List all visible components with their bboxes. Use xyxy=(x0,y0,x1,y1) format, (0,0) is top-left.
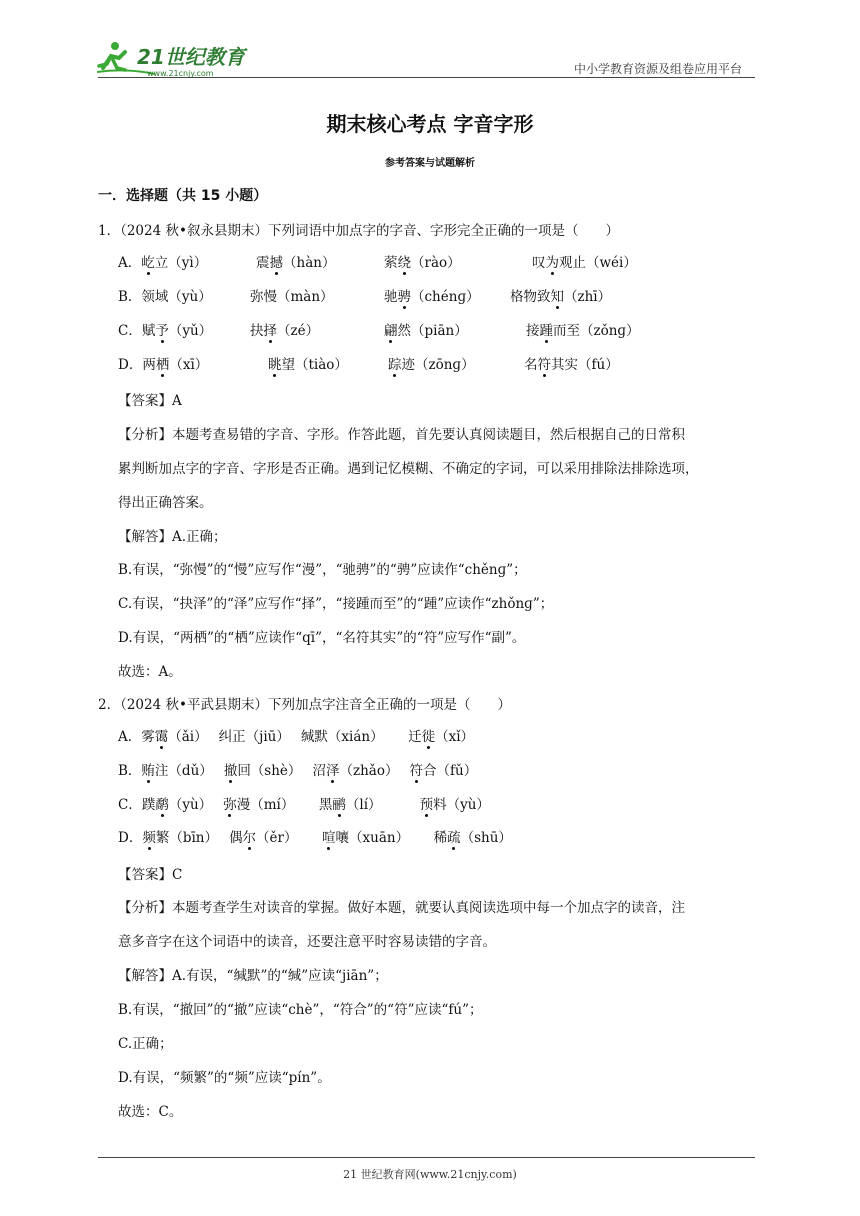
q1-option-d-word3: 踪迹（zōnɡ） xyxy=(388,357,475,373)
q2-solution-line: 故选：C。 xyxy=(118,1104,183,1120)
svg-text:21世纪教育: 21世纪教育 xyxy=(137,45,245,69)
q1-answer: 【答案】A xyxy=(118,393,182,409)
q1-option-b: B．领域（yù） xyxy=(118,289,212,305)
footer-divider xyxy=(98,1157,755,1158)
q1-option-b-word2: 弥慢（màn） xyxy=(250,289,334,305)
site-logo xyxy=(95,38,260,80)
platform-name: 中小学教育资源及组卷应用平台 xyxy=(574,62,743,76)
q1-option-a: A．屹立（yì） xyxy=(118,255,208,271)
q1-option-c-word2: 抉择（zé） xyxy=(250,323,320,339)
page-subtitle: 参考答案与试题解析 xyxy=(385,158,475,169)
q1-option-b-word3: 驰骋（chénɡ） xyxy=(384,289,480,305)
q2-solution-line: B.有误，“撤回”的“撤”应读“chè”，“符合”的“符”应读“fú”； xyxy=(118,1002,483,1018)
q1-option-d: D．两栖（xī） xyxy=(118,357,209,373)
q2-analysis-line: 意多音字在这个词语中的读音，还要注意平时容易读错的字音。 xyxy=(118,934,496,950)
q2-solution-line: 【解答】A.有误，“缄默”的“缄”应读“jiān”； xyxy=(118,968,388,984)
q2-option-a: A．雾霭（ǎi） 纠正（jiū） 缄默（xián） 迁徙（xǐ） xyxy=(118,729,475,745)
q1-option-a-word3: 萦绕（rào） xyxy=(384,255,461,271)
q2-option-c: C．蹼鹬（yù） 弥漫（mí） 黑鹂（lí） 预料（yù） xyxy=(118,797,490,813)
q2-option-d: D．频繁（bīn） 偶尔（ěr） 喧嚷（xuān） 稀疏（shū） xyxy=(118,830,512,846)
q1-option-b-word4: 格物致知（zhī） xyxy=(510,289,612,305)
header-divider xyxy=(98,77,755,78)
svg-text:www.21cnjy.com: www.21cnjy.com xyxy=(147,69,214,78)
q2-answer: 【答案】C xyxy=(118,867,183,883)
q2-solution-line: D.有误，“频繁”的“频”应读“pín”。 xyxy=(118,1070,331,1086)
question-2-stem: 2．（2024 秋•平武县期末）下列加点字注音全正确的一项是（ ） xyxy=(98,697,511,713)
q1-option-d-word4: 名符其实（fú） xyxy=(524,357,619,373)
q1-option-d-word2: 眺望（tiào） xyxy=(268,357,348,373)
q1-solution-line: 故选：A。 xyxy=(118,664,182,680)
footer-link[interactable]: 21 世纪教育网(www.21cnjy.com) xyxy=(343,1168,517,1181)
q1-option-c: C．赋予（yǔ） xyxy=(118,323,213,339)
q1-solution-line: B.有误，“弥慢”的“慢”应写作“漫”，“驰骋”的“骋”应读作“chěnɡ”； xyxy=(118,562,527,578)
q1-solution-line: 【解答】A.正确； xyxy=(118,529,227,545)
q2-analysis-line: 【分析】本题考查学生对读音的掌握。做好本题，就要认真阅读选项中每一个加点字的读音，注 xyxy=(118,900,685,916)
q2-solution-line: C.正确； xyxy=(118,1036,173,1052)
page-title: 期末核心考点 字音字形 xyxy=(326,112,534,136)
q1-option-c-word4: 接踵而至（zǒnɡ） xyxy=(526,323,640,339)
q1-solution-line: D.有误，“两栖”的“栖”应读作“qī”，“名符其实”的“符”应写作“副”。 xyxy=(118,630,526,646)
q1-analysis-line: 得出正确答案。 xyxy=(118,495,213,511)
q1-analysis-line: 累判断加点字的字音、字形是否正确。遇到记忆模糊、不确定的字词，可以采用排除法排除选项， xyxy=(118,461,699,477)
q1-solution-line: C.有误，“抉泽”的“泽”应写作“择”，“接踵而至”的“踵”应读作“zhǒnɡ”； xyxy=(118,596,554,612)
q1-option-a-word2: 震撼（hàn） xyxy=(256,255,336,271)
question-1-stem: 1．（2024 秋•叙永县期末）下列词语中加点字的字音、字形完全正确的一项是（ ） xyxy=(98,223,619,239)
q2-option-b: B．贿注（dǔ） 撤回（shè） 沼泽（zhǎo） 符合（fǔ） xyxy=(118,763,478,779)
q1-analysis-line: 【分析】本题考查易错的字音、字形。作答此题，首先要认真阅读题目，然后根据自己的日常积 xyxy=(118,427,685,443)
section-heading: 一．选择题（共 15 小题） xyxy=(98,188,268,204)
q1-option-c-word3: 翩然（piān） xyxy=(384,323,468,339)
q1-option-a-word4: 叹为观止（wéi） xyxy=(532,255,637,271)
